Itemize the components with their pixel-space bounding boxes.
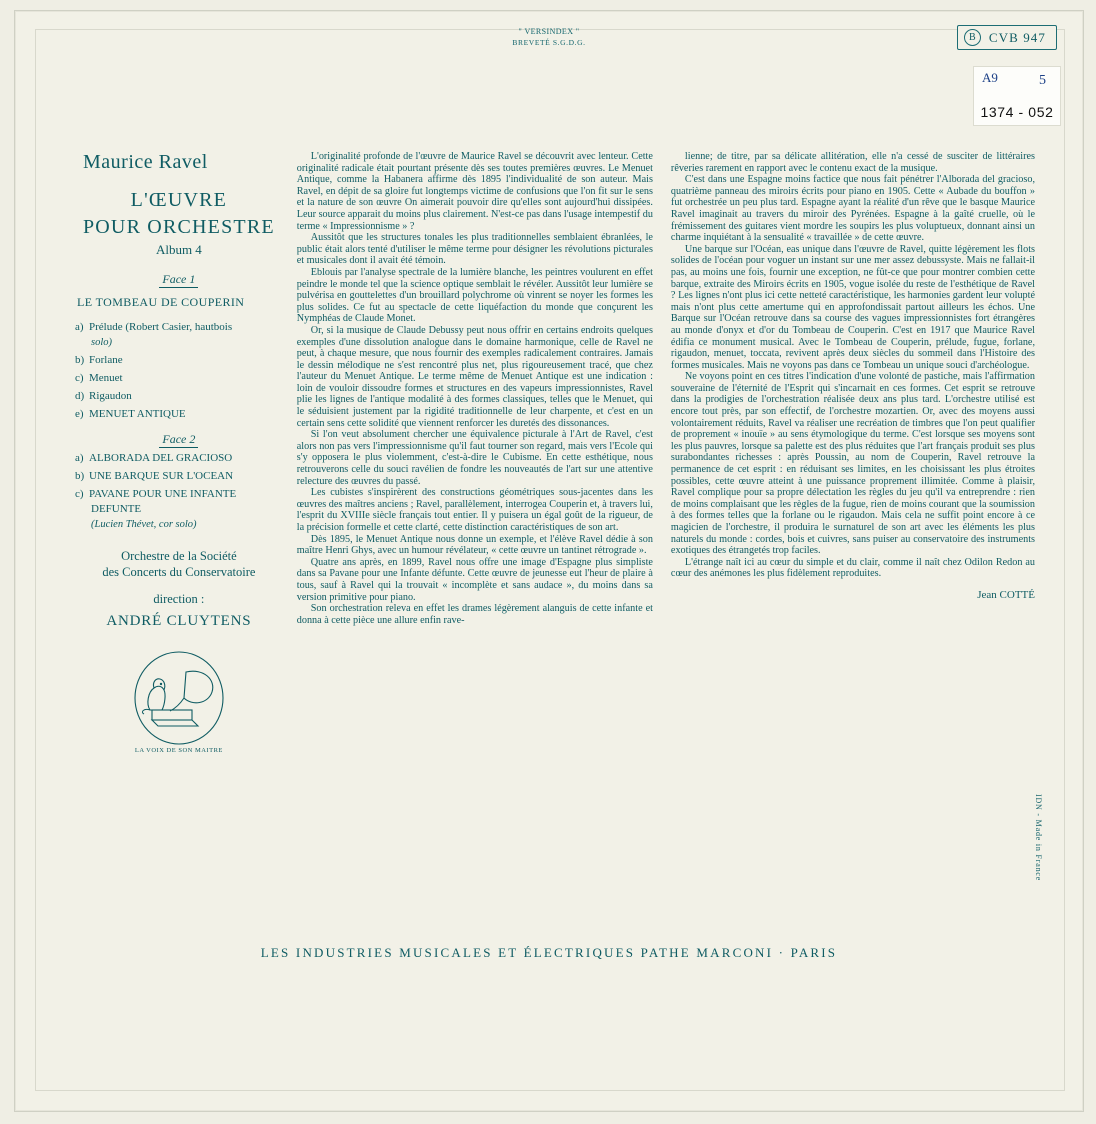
- track-letter: b): [75, 470, 85, 482]
- label-circle-b: B: [964, 29, 981, 46]
- tracklist-column: [75, 151, 297, 752]
- paragraph: Ne voyons point en ces titres l'indication d'une volonté de pastiche, mais l'affirmation souveraine de l'éternité de l'Esprit qui s'incarnait en ces formes. Cet esprit se retrouve dans la prodigies de l'orchestration réalisée deux ans plus tard. L'orchestre utilisé est encore tout près, par son effectif, de l'orchestre mozartien. Or, avec des moyens aussi volontairement réduits, Ravel va réaliser une recréation de timbres que l'on peut qualifier de proprement « inouïe » au sens étymologique du terme. C'est lorsque ses moyens sont les plus pauvres, lorsque sa palette est des plus réduites que l'art français produit ses plus surabondantes richesses : après Poussin, au nom de Couperin, Ravel retrouve la permanence de cet esprit : en réduisant ses limites, en les choisissant les plus étroites possibles, cette œuvre atteint à une puissance proprement illimitée. Comme à plaisir, Ravel complique pour sa propre délectation les règles du jeu qu'il va entreprendre : rien de moins complaisant que les règles de la fugue, rien de moins courant que la soumission à des formes telles que la forlane ou le rigaudon. Mais cela ne suffit point encore à ce magicien de l'orchestre, il produira le surnaturel de son art avec les éléments les plus naturels du monde : cordes, bois et cuivres, sans puiser au conservatoire des instruments exotiques des étrangetés trop faciles.: [670, 371, 1035, 557]
- paragraph: L'étrange naît ici au cœur du simple et du clair, comme il naît chez Odilon Redon au cœur des anémones les plus fidèlement reproduites.: [670, 556, 1035, 580]
- his-masters-voice-logo: [124, 648, 234, 752]
- album-sleeve-back: [14, 10, 1084, 1112]
- album-number: Album 4: [155, 242, 202, 257]
- face-2-text: Face 2: [159, 432, 198, 448]
- track-title: Rigaudon: [89, 390, 132, 402]
- catalog-number: CVB 947: [988, 29, 1046, 45]
- track-title: ALBORADA DEL GRACIOSO: [89, 452, 233, 464]
- track-title: PAVANE POUR UNE INFANTE DEFUNTE: [89, 488, 237, 515]
- side1-work-title: LE TOMBEAU DE COUPERIN: [77, 295, 245, 309]
- track-title: MENUET ANTIQUE: [89, 408, 186, 420]
- catalog-badge: [957, 25, 1057, 50]
- track-title: Menuet: [89, 372, 123, 384]
- paragraph: Aussitôt que les structures tonales les plus traditionnelles semblaient ébranlées, le public était alors tenté d'utiliser le même terme pour désigner les révolutions picturales et musicales dont il avait été témoin.: [296, 232, 653, 267]
- gramophone-dog-icon: [124, 648, 234, 748]
- sticker-code: 1374 - 052: [980, 104, 1054, 120]
- paragraph: Or, si la musique de Claude Debussy peut nous offrir en certains endroits quelques exemples d'une dissolution analogue dans le domaine harmonique, celle de Ravel ne peut, à chaque mesure, que nous fournir des exemples radicalement contraires. Jamais le dessin mélodique ne s'est rencontré plus net, plus rigoureusement tracé, que chez l'auteur du Menuet Antique. Le terme même de Menuet Antique est une indication : loin de vouloir dissoudre formes et structures en des vapeurs impressionnistes, Ravel plie les lignes de l'antique modalité à des formes classiques, telles que le Menuet, qui le séduisient justement par la rigidité traditionnelle de leur charpente, et c'est en un certain sens cette solidité que viennent renforcer les duretés des dissonances.: [296, 324, 653, 429]
- list-item: [75, 353, 283, 368]
- list-item: [75, 469, 283, 484]
- list-item: [75, 487, 283, 532]
- face-1-text: Face 1: [159, 272, 198, 288]
- paragraph: Quatre ans après, en 1899, Ravel nous offre une image d'Espagne plus simpliste dans sa Pavane pour une Infante défunte. Cette œuvre de jeunesse eut l'heur de plaire à tous, sauf à Ravel qui la trouvait « incomplète et sans audace », du moins dans sa version primitive pour piano.: [296, 556, 653, 603]
- track-letter: e): [75, 408, 84, 420]
- paragraph: Les cubistes s'inspirèrent des constructions géométriques sous-jacentes dans les œuvres des maîtres anciens ; Ravel, parallèlement, interrogea Couperin et, à travers lui, l'esprit du XVIIIe siècle français tout entier. Il y puisera un égal goût de la rigueur, de la précision formelle et cette clarté, cette distinction caractéristiques de son art.: [296, 487, 653, 533]
- inventory-sticker: [973, 66, 1061, 126]
- list-item: [75, 407, 283, 422]
- paragraph: Si l'on veut absolument chercher une équivalence picturale à l'Art de Ravel, c'est alors non pas vers l'impressionnisme qu'il faut tourner son regard, mais vers l'Ecole qui s'y opposera le plus violemment, c'est-à-dire le Cubisme. En cette esthétique, nous retrouverons celle du souci ravélien de fondre les nouveautés de l'art sur une attentive relecture des œuvres du passé.: [296, 429, 653, 487]
- paragraph: Une barque sur l'Océan, eas unique dans l'œuvre de Ravel, quitte légèrement les flots solides de l'océan pour voguer un instant sur une mer assez debussyste. Mais ne fallait-il pas, au moins une fois, fournir une exception, ne fût-ce que pour montrer combien cette barque, extraite des Miroirs écrits en 1905, vogue isolée du reste de l'esthétique de Ravel ? Les lignes n'ont plus ici cette netteté caractéristique, les harmonies gardent leur volupté mais n'ont plus cette amertume qui en approfondissait partout ailleurs les échos. Une Barque sur l'Océan retrouve dans sa course des vagues impressionnistes fort étrangères au monde d'onyx et d'or du Tombeau de Couperin. C'est en 1917 que Maurice Ravel édifia ce monument musical. Avec le Tombeau de Couperin, prélude, fugue, forlane, rigaudon, menuet, toccata, revivent après deux siècles du sommeil dans l'Histoire des formes musicales. Mais ne voyons pas dans ce Tombeau un unique souci d'archéologue.: [670, 243, 1035, 371]
- paragraph: L'originalité profonde de l'œuvre de Maurice Ravel se découvrit avec lenteur. Cette originalité radicale était pourtant présente dès ses toutes premières œuvres. Le Menuet Antique, comme la Habanera affirme dès 1895 l'individualité de son auteur. Mais Ravel, en dépit de sa gloire fut longtemps victime de confusions que l'on fit sur le sens et la nature de son œuvre On aimerait pouvoir dire qu'elles sont aujourd'hui dissipées. Leur source apparait du moins plus clairement. N'est-ce pas dans l'usage intempestif du terme « Impressionnisme » ?: [296, 151, 653, 232]
- list-item: [75, 371, 283, 386]
- sticker-handwriting-1: A9: [982, 70, 998, 85]
- track-letter: d): [75, 390, 85, 402]
- liner-notes-column-1: [297, 151, 671, 752]
- orchestra-line-1: Orchestre de la Société: [121, 549, 237, 563]
- publisher-footer: LES INDUSTRIES MUSICALES ET ÉLECTRIQUES PATHE MARCONI · PARIS: [260, 945, 838, 960]
- direction-label: direction :: [153, 592, 205, 606]
- conductor-name: ANDRÉ CLUYTENS: [106, 613, 252, 629]
- author-signature: Jean COTTÉ: [977, 588, 1035, 601]
- list-item: [75, 451, 283, 466]
- side2-tracklist: [75, 451, 283, 532]
- logo-caption: LA VOIX DE SON MAITRE: [134, 747, 223, 754]
- sticker-handwriting-2: 5: [1039, 73, 1046, 88]
- track-subtitle: solo): [91, 337, 112, 348]
- paragraph: lienne; de titre, par sa délicate allitération, elle n'a cessé de susciter de littéraires rêveries rarement en rapport avec le contenu exact de la musique.: [670, 151, 1035, 174]
- track-letter: c): [75, 372, 84, 384]
- track-title: UNE BARQUE SUR L'OCEAN: [89, 470, 234, 482]
- versindex-line2: BREVETÉ S.G.D.G.: [512, 37, 586, 47]
- track-title: Forlane: [89, 354, 123, 366]
- composer-name: Maurice Ravel: [83, 151, 208, 173]
- side1-tracklist: [75, 320, 283, 422]
- versindex-mark: [15, 27, 1083, 48]
- track-subtitle: (Lucien Thévet, cor solo): [91, 519, 197, 530]
- paragraph: Dès 1895, le Menuet Antique nous donne un exemple, et l'élève Ravel dédie à son maître Henri Ghys, avec un humour révélateur, « cette œuvre un tantinet rétrograde ».: [296, 533, 653, 557]
- printer-side-note: IDN - Made in France: [1034, 793, 1043, 881]
- orchestra-line-2: des Concerts du Conservatoire: [102, 565, 256, 579]
- track-letter: c): [75, 488, 84, 500]
- track-letter: a): [75, 321, 84, 333]
- paragraph: Son orchestration releva en effet les drames légèrement alanguis de cette infante et donna à cette pièce une allure enfin rave-: [296, 603, 653, 626]
- back-cover-content: [75, 151, 1035, 752]
- liner-notes-column-2: [671, 151, 1035, 752]
- work-title-line1: L'ŒUVRE: [130, 189, 228, 211]
- track-letter: b): [75, 354, 85, 366]
- work-title-line2: POUR ORCHESTRE: [82, 216, 275, 238]
- list-item: [75, 389, 283, 404]
- versindex-line1: " VERSINDEX ": [518, 27, 580, 36]
- paragraph: C'est dans une Espagne moins factice que nous fait pénétrer l'Alborada del gracioso, quatrième panneau des miroirs écrits pour piano en 1905. Cette « Aubade du bouffon » fut orchestrée un peu plus tard. Espagne ayant la réalité d'un rêve que le basque Maurice Ravel imaginait au travers du miroir des Pyrénées. Espagne à la gaîté cruelle, où le frémissement des guitares vient mordre les soupirs les plus voluptueux, donnant ainsi un charme inquiétant à la sensualité « travaillée » de cette œuvre.: [670, 174, 1035, 244]
- face-1-label: [75, 272, 283, 287]
- face-2-label: [75, 432, 283, 447]
- paragraph: Eblouis par l'analyse spectrale de la lumière blanche, les peintres voulurent en effet peindre le monde tel que la science optique semblait le révéler. Aussitôt leur lumière se pulvérisa en gouttelettes d'un brouillard polychrome où vinrent se noyer les formes les plus solides. Ce fut au spectacle de cette liquéfaction du monde que conçurent les Nymphéas de Claude Monet.: [296, 266, 653, 325]
- track-title: Prélude (Robert Casier, hautbois: [89, 321, 233, 333]
- orchestra-credit: [75, 548, 283, 580]
- list-item: [75, 320, 283, 350]
- track-letter: a): [75, 452, 84, 464]
